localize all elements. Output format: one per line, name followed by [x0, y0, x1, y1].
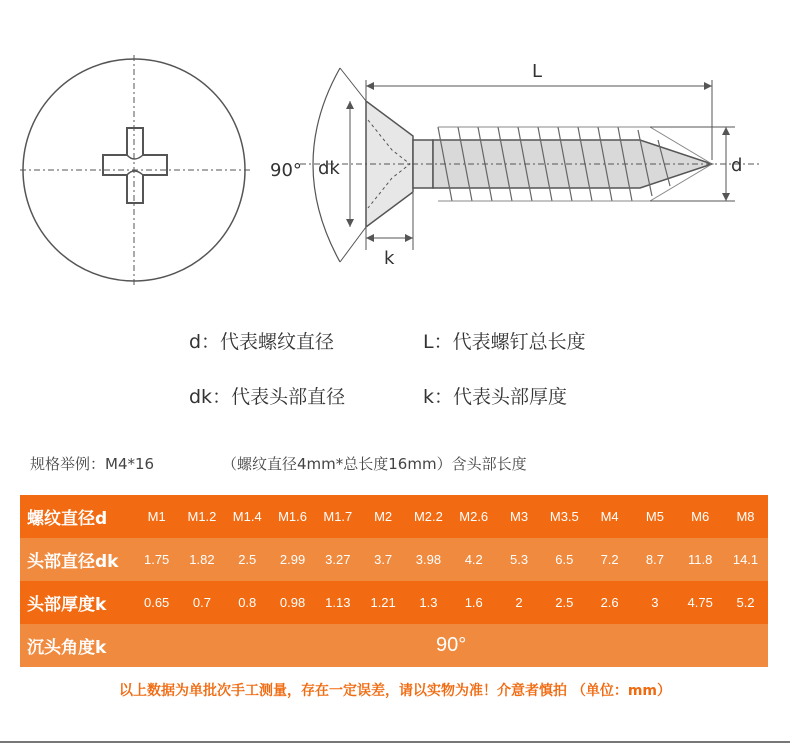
phillips-cross-icon: [103, 128, 167, 203]
table-cell: M1.6: [270, 495, 315, 538]
spec-example: [30, 453, 527, 474]
legend-d: d：代表螺纹直径: [189, 331, 335, 353]
table-cell: M3: [496, 495, 541, 538]
row-header: 沉头角度k: [20, 624, 134, 667]
table-cell: 1.13: [315, 581, 360, 624]
bottom-divider: [0, 741, 790, 743]
table-cell: 7.2: [587, 538, 632, 581]
spec-table: [20, 495, 768, 667]
table-cell: M5: [632, 495, 677, 538]
table-cell: 3.98: [406, 538, 451, 581]
table-row-head-thickness: [20, 581, 768, 624]
table-cell: 2.5: [542, 581, 587, 624]
table-cell: 8.7: [632, 538, 677, 581]
legend-k: k：代表头部厚度: [423, 386, 568, 408]
thread-diameter-label: d: [731, 155, 743, 176]
legend-dk: dk：代表头部直径: [189, 386, 346, 408]
table-cell: 3.7: [360, 538, 405, 581]
table-cell: M1.4: [225, 495, 270, 538]
table-cell: 0.8: [225, 581, 270, 624]
table-cell: M8: [723, 495, 768, 538]
spec-example-label: 规格举例：M4*16: [30, 455, 155, 473]
table-cell: 11.8: [678, 538, 723, 581]
screw-technical-drawing: [0, 0, 790, 300]
table-cell: 4.75: [678, 581, 723, 624]
table-cell: 2.99: [270, 538, 315, 581]
table-cell: 1.75: [134, 538, 179, 581]
table-cell: 2.5: [225, 538, 270, 581]
table-cell: M2.6: [451, 495, 496, 538]
head-thickness-label: k: [384, 248, 395, 269]
table-cell: M2: [360, 495, 405, 538]
table-cell: 3: [632, 581, 677, 624]
table-row-countersink-angle: [20, 624, 768, 667]
row-header: 头部直径dk: [20, 538, 134, 581]
table-cell: 1.3: [406, 581, 451, 624]
screw-side-view: [300, 68, 760, 262]
length-label: L: [532, 61, 543, 82]
table-cell: 1.6: [451, 581, 496, 624]
table-cell: M2.2: [406, 495, 451, 538]
table-cell: 2: [496, 581, 541, 624]
table-cell: M3.5: [542, 495, 587, 538]
table-cell: 1.21: [360, 581, 405, 624]
table-cell: 14.1: [723, 538, 768, 581]
countersink-angle-value: 90°: [134, 624, 768, 667]
table-cell: M1.2: [179, 495, 224, 538]
table-cell: 4.2: [451, 538, 496, 581]
measurement-note: 以上数据为单批次手工测量，存在一定误差，请以实物为准！介意者慎拍 （单位：mm）: [118, 683, 672, 699]
table-cell: 0.98: [270, 581, 315, 624]
table-cell: M1.7: [315, 495, 360, 538]
table-cell: M1: [134, 495, 179, 538]
table-cell: M6: [678, 495, 723, 538]
spec-example-detail: （螺纹直径4mm*总长度16mm）含头部长度: [222, 455, 527, 473]
table-cell: 0.65: [134, 581, 179, 624]
table-cell: 1.82: [179, 538, 224, 581]
legend-L: L：代表螺钉总长度: [423, 331, 586, 353]
table-cell: 6.5: [542, 538, 587, 581]
table-cell: 0.7: [179, 581, 224, 624]
table-cell: 3.27: [315, 538, 360, 581]
table-cell: M4: [587, 495, 632, 538]
table-row-head-diameter: [20, 538, 768, 581]
table-cell: 5.2: [723, 581, 768, 624]
head-diameter-label: dk: [318, 158, 340, 179]
table-row-thread-diameter: [20, 495, 768, 538]
table-cell: 2.6: [587, 581, 632, 624]
angle-label: 90°: [270, 160, 302, 181]
row-header: 螺纹直径d: [20, 495, 134, 538]
table-cell: 5.3: [496, 538, 541, 581]
row-header: 头部厚度k: [20, 581, 134, 624]
